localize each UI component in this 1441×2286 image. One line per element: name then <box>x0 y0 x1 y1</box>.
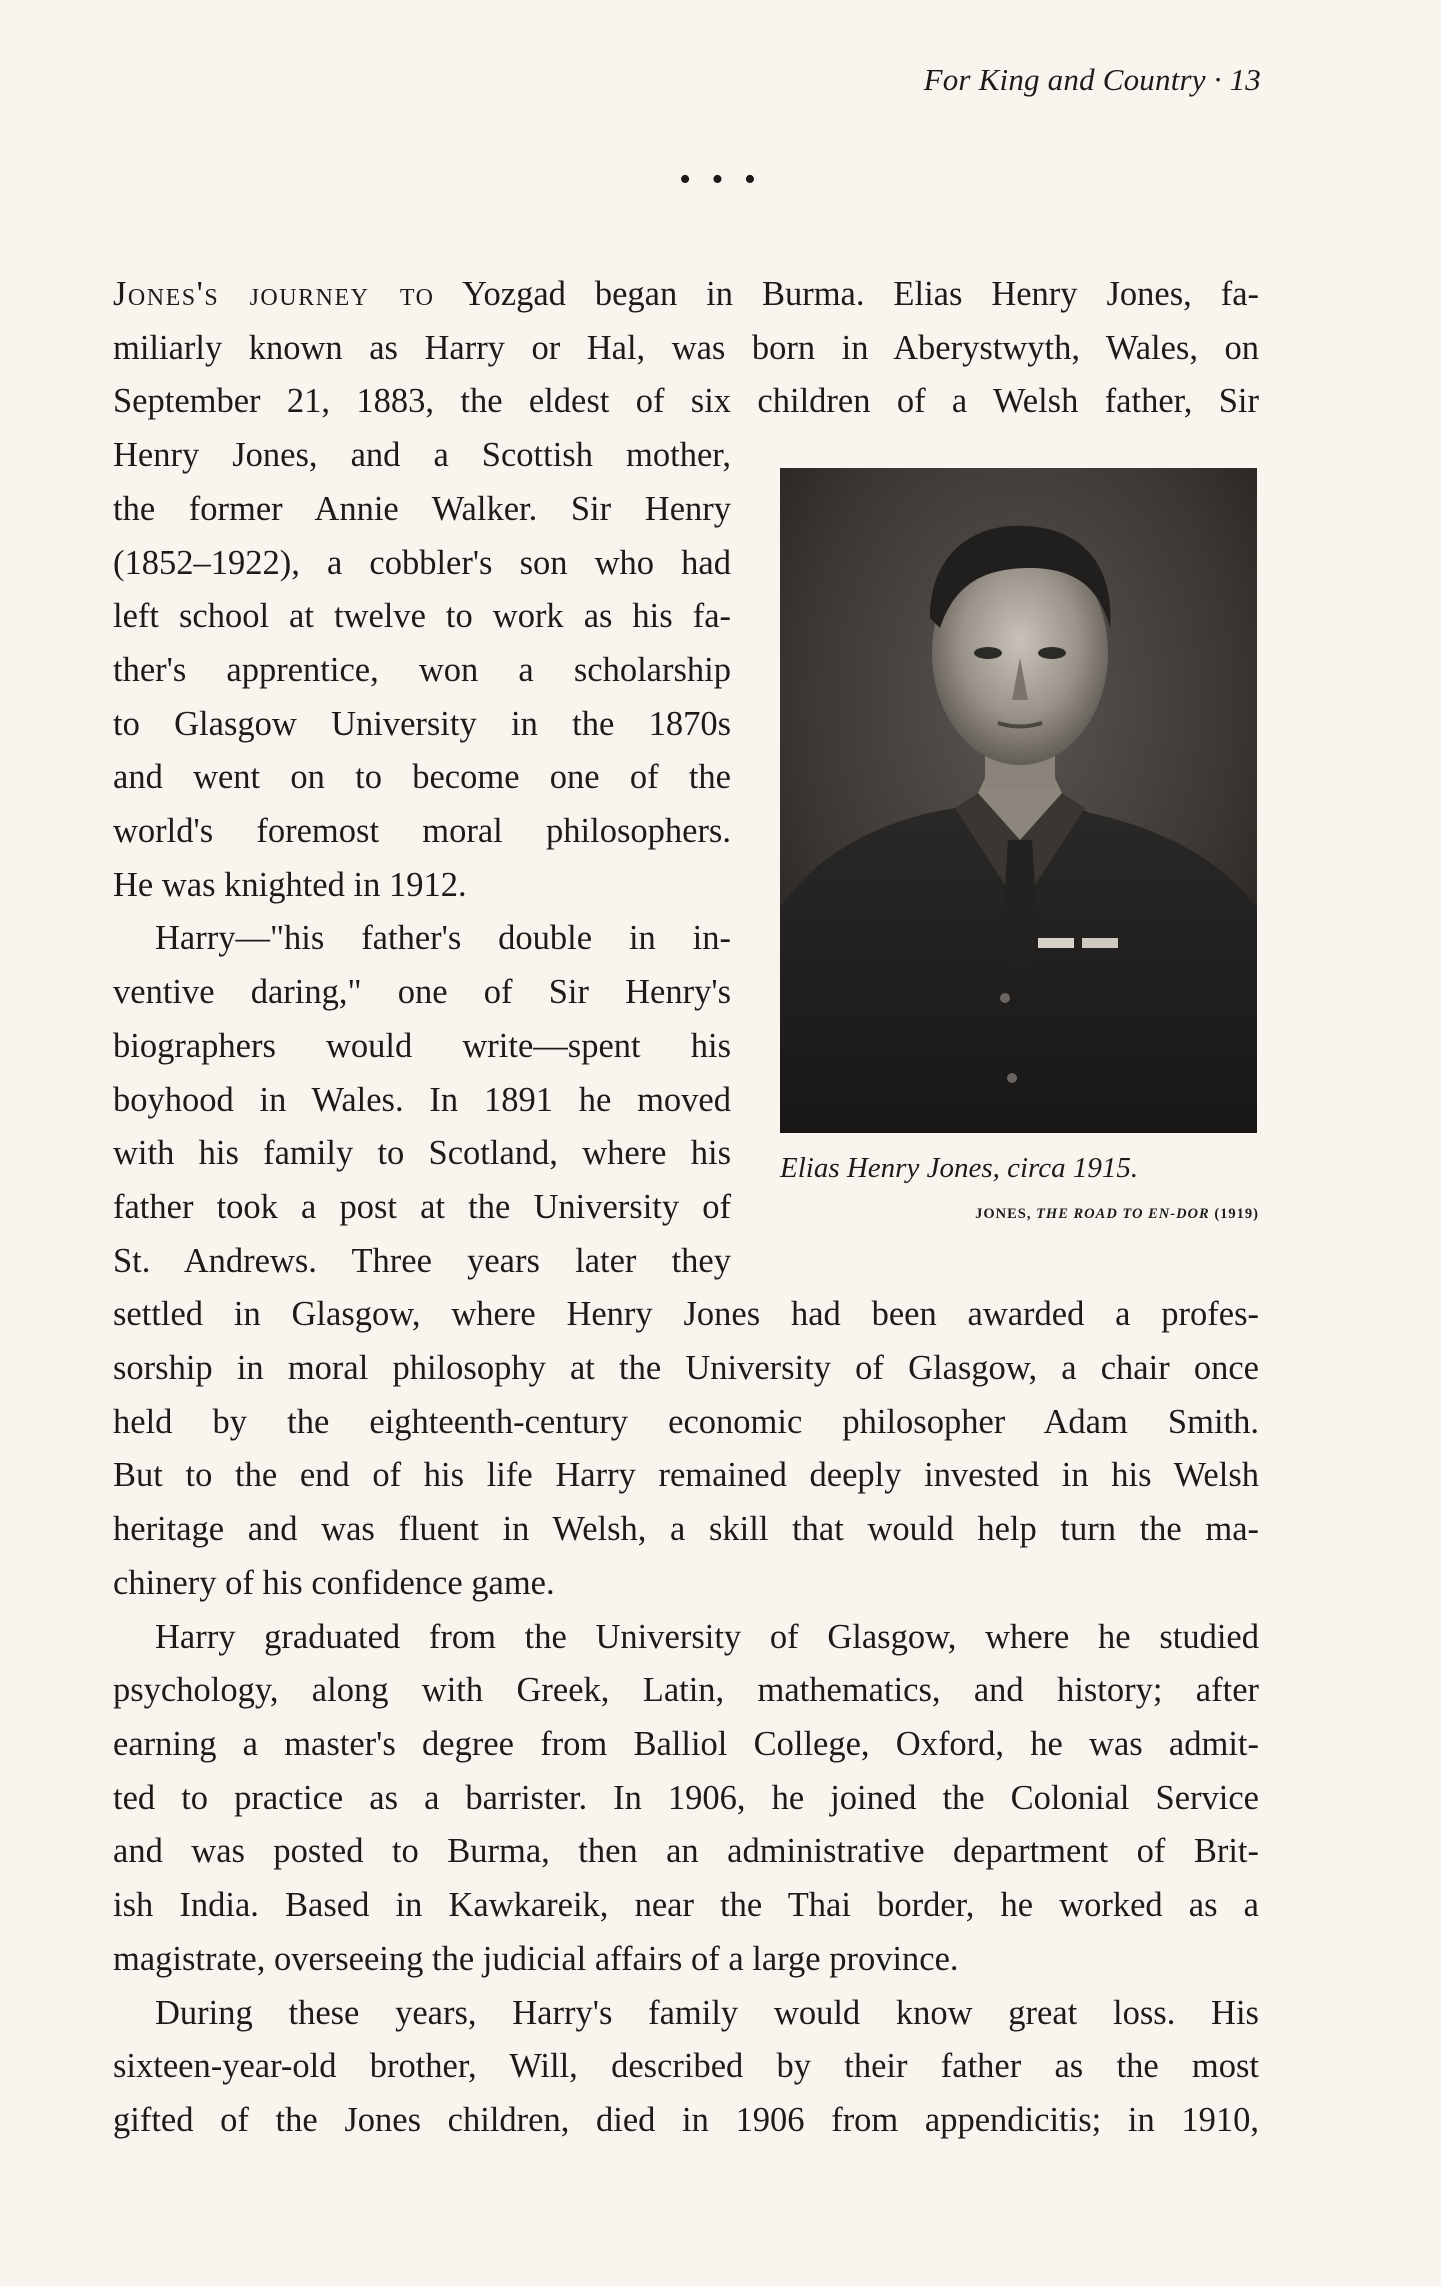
text-line: St. Andrews. Three years later they <box>113 1241 731 1280</box>
text-line: chinery of his confidence game. <box>113 1563 555 1602</box>
body-text-upper <box>113 268 1259 2148</box>
paragraph-3 <box>113 1611 1259 1987</box>
text-line: (1852–1922), a cobbler's son who had <box>113 543 731 582</box>
text-line: left school at twelve to work as his fa- <box>113 597 731 636</box>
credit-year: (1919) <box>1209 1206 1259 1222</box>
text-line: the former Annie Walker. Sir Henry <box>113 489 731 528</box>
paragraph-1 <box>113 268 1259 912</box>
text-line: held by the eighteenth-century economic philosopher Adam Smith. <box>113 1402 1259 1441</box>
text-line: He was knighted in 1912. <box>113 865 467 904</box>
text-line: magistrate, overseeing the judicial affairs of a large province. <box>113 1939 959 1978</box>
text-line: During these years, Harry's family would know great loss. His <box>155 1993 1259 2032</box>
running-head: For King and Country · 13 <box>923 62 1261 97</box>
text-line: Harry graduated from the University of Glasgow, where he studied <box>155 1617 1259 1656</box>
text-line: ventive daring," one of Sir Henry's <box>113 973 731 1012</box>
text-line: sixteen-year-old brother, Will, described by their father as the most <box>113 2047 1259 2086</box>
text-line: to Glasgow University in the 1870s <box>113 704 731 743</box>
paragraph-4 <box>113 1987 1259 2148</box>
text-line: ish India. Based in Kawkareik, near the Thai border, he worked as a <box>113 1886 1259 1925</box>
text-line-content: Yozgad began in Burma. Elias Henry Jones, fa- <box>434 275 1259 313</box>
text-line: September 21, 1883, the eldest of six children of a Welsh father, Sir <box>113 382 1259 421</box>
text-line: But to the end of his life Harry remained deeply invested in his Welsh <box>113 1456 1259 1495</box>
opening-smallcaps: Jones's journey to <box>113 275 435 313</box>
text-line: psychology, along with Greek, Latin, mathematics, and history; after <box>113 1671 1259 1710</box>
text-line: heritage and was fluent in Welsh, a skill that would help turn the ma- <box>113 1510 1259 1549</box>
text-line: settled in Glasgow, where Henry Jones had been awarded a profes- <box>113 1295 1259 1334</box>
text-line: with his family to Scotland, where his <box>113 1134 731 1173</box>
text-line: world's foremost moral philosophers. <box>113 812 731 851</box>
figure-caption: Elias Henry Jones, circa 1915. <box>780 1152 1139 1184</box>
text-line: biographers would write—spent his <box>113 1026 731 1065</box>
text-line: Harry—"his father's double in in- <box>155 919 731 958</box>
text-line: father took a post at the University of <box>113 1187 731 1226</box>
text-line: Henry Jones, and a Scottish mother, <box>113 436 731 475</box>
credit-title: THE ROAD TO EN-DOR <box>1036 1206 1210 1222</box>
text-line: boyhood in Wales. In 1891 he moved <box>113 1080 731 1119</box>
text-line: ted to practice as a barrister. In 1906, he joined the Colonial Service <box>113 1778 1259 1817</box>
paragraph-2 <box>113 912 1259 1610</box>
text-line: earning a master's degree from Balliol College, Oxford, he was admit- <box>113 1724 1259 1763</box>
text-line: and went on to become one of the <box>113 758 731 797</box>
credit-author: JONES, <box>975 1206 1037 1222</box>
text-line: miliarly known as Harry or Hal, was born in Aberystwyth, Wales, on <box>113 328 1259 367</box>
text-line <box>113 268 1259 322</box>
section-break-ornament: • • • <box>679 161 762 198</box>
text-line: gifted of the Jones children, died in 1906 from appendicitis; in 1910, <box>113 2100 1259 2139</box>
text-line: ther's apprentice, won a scholarship <box>113 650 731 689</box>
text-line: sorship in moral philosophy at the University of Glasgow, a chair once <box>113 1349 1259 1388</box>
text-line: and was posted to Burma, then an administrative department of Brit- <box>113 1832 1259 1871</box>
